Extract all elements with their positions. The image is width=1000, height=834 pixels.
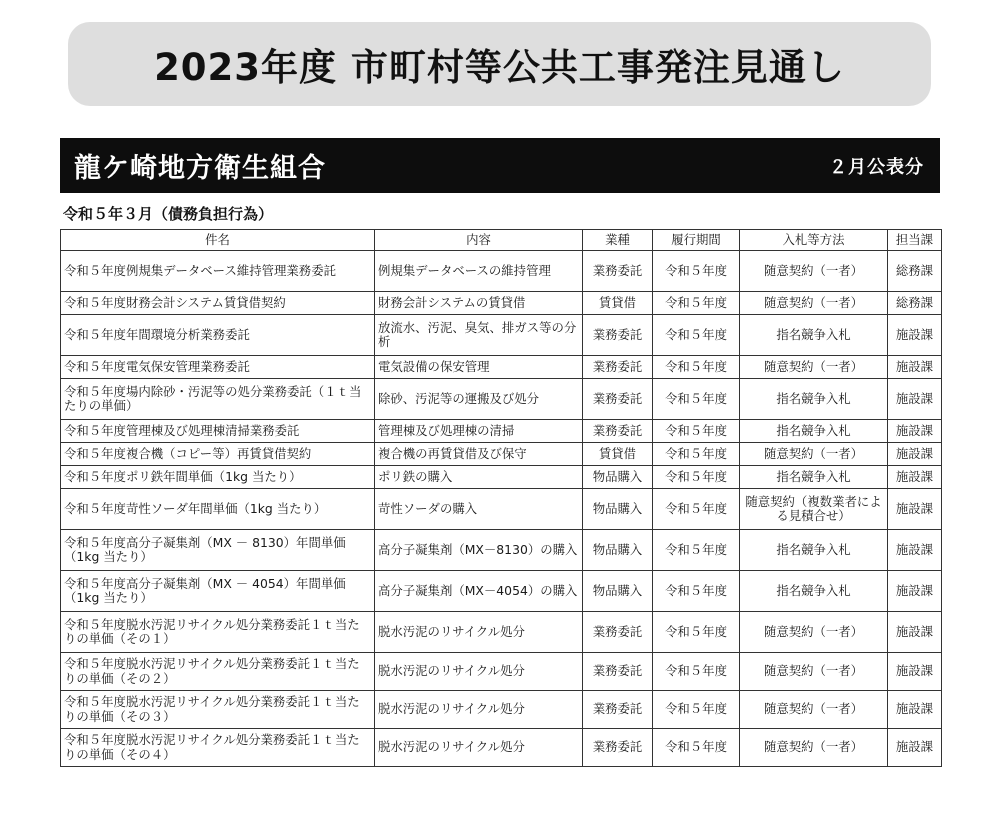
cell-period: 令和５年度 bbox=[653, 612, 740, 653]
cell-department: 施設課 bbox=[888, 420, 942, 443]
cell-bid-method: 指名競争入札 bbox=[740, 571, 888, 612]
cell-subject: 令和５年度高分子凝集剤（MX － 4054）年間単価（1kg 当たり） bbox=[61, 571, 375, 612]
cell-period: 令和５年度 bbox=[653, 251, 740, 292]
table-header-row bbox=[61, 230, 942, 251]
table-row bbox=[61, 571, 942, 612]
cell-category: 業務委託 bbox=[583, 612, 653, 653]
header-period: 履行期間 bbox=[653, 230, 740, 251]
cell-period: 令和５年度 bbox=[653, 379, 740, 420]
cell-subject: 令和５年度脱水汚泥リサイクル処分業務委託１ｔ当たりの単価（その１） bbox=[61, 612, 375, 653]
cell-department: 施設課 bbox=[888, 530, 942, 571]
cell-period: 令和５年度 bbox=[653, 530, 740, 571]
cell-department: 施設課 bbox=[888, 489, 942, 530]
cell-department: 総務課 bbox=[888, 251, 942, 292]
cell-subject: 令和５年度財務会計システム賃貸借契約 bbox=[61, 292, 375, 315]
header-bid-method: 入札等方法 bbox=[740, 230, 888, 251]
cell-period: 令和５年度 bbox=[653, 356, 740, 379]
table-row bbox=[61, 315, 942, 356]
table-row bbox=[61, 251, 942, 292]
cell-subject: 令和５年度脱水汚泥リサイクル処分業務委託１ｔ当たりの単価（その４） bbox=[61, 729, 375, 767]
cell-subject: 令和５年度場内除砂・汚泥等の処分業務委託（１ｔ当たりの単価） bbox=[61, 379, 375, 420]
table-row bbox=[61, 379, 942, 420]
organization-header bbox=[60, 138, 940, 193]
cell-department: 総務課 bbox=[888, 292, 942, 315]
cell-subject: 令和５年度管理棟及び処理棟清掃業務委託 bbox=[61, 420, 375, 443]
cell-bid-method: 随意契約（一者） bbox=[740, 356, 888, 379]
page-title: 2023年度 市町村等公共工事発注見通し bbox=[154, 46, 845, 89]
cell-department: 施設課 bbox=[888, 571, 942, 612]
cell-department: 施設課 bbox=[888, 466, 942, 489]
cell-period: 令和５年度 bbox=[653, 571, 740, 612]
cell-subject: 令和５年度例規集データベース維持管理業務委託 bbox=[61, 251, 375, 292]
cell-department: 施設課 bbox=[888, 612, 942, 653]
cell-bid-method: 指名競争入札 bbox=[740, 315, 888, 356]
cell-content: 脱水汚泥のリサイクル処分 bbox=[375, 612, 583, 653]
cell-content: 電気設備の保安管理 bbox=[375, 356, 583, 379]
cell-department: 施設課 bbox=[888, 315, 942, 356]
cell-bid-method: 随意契約（一者） bbox=[740, 612, 888, 653]
table-row bbox=[61, 729, 942, 767]
header-content: 内容 bbox=[375, 230, 583, 251]
table-row bbox=[61, 530, 942, 571]
table-row bbox=[61, 292, 942, 315]
cell-category: 業務委託 bbox=[583, 653, 653, 691]
cell-bid-method: 随意契約（一者） bbox=[740, 729, 888, 767]
header-category: 業種 bbox=[583, 230, 653, 251]
table-row bbox=[61, 443, 942, 466]
cell-category: 賃貸借 bbox=[583, 292, 653, 315]
cell-bid-method: 随意契約（一者） bbox=[740, 691, 888, 729]
cell-period: 令和５年度 bbox=[653, 729, 740, 767]
cell-subject: 令和５年度脱水汚泥リサイクル処分業務委託１ｔ当たりの単価（その２） bbox=[61, 653, 375, 691]
announcement-label: ２月公表分 bbox=[829, 156, 924, 178]
cell-department: 施設課 bbox=[888, 691, 942, 729]
cell-category: 賃貸借 bbox=[583, 443, 653, 466]
cell-subject: 令和５年度年間環境分析業務委託 bbox=[61, 315, 375, 356]
cell-department: 施設課 bbox=[888, 653, 942, 691]
cell-bid-method: 指名競争入札 bbox=[740, 379, 888, 420]
cell-bid-method: 随意契約（一者） bbox=[740, 443, 888, 466]
cell-period: 令和５年度 bbox=[653, 691, 740, 729]
cell-category: 業務委託 bbox=[583, 315, 653, 356]
organization-name: 龍ケ崎地方衛生組合 bbox=[74, 153, 326, 184]
cell-period: 令和５年度 bbox=[653, 420, 740, 443]
cell-subject: 令和５年度ポリ鉄年間単価（1kg 当たり） bbox=[61, 466, 375, 489]
cell-content: 脱水汚泥のリサイクル処分 bbox=[375, 653, 583, 691]
cell-category: 物品購入 bbox=[583, 571, 653, 612]
cell-category: 業務委託 bbox=[583, 379, 653, 420]
cell-period: 令和５年度 bbox=[653, 315, 740, 356]
cell-department: 施設課 bbox=[888, 379, 942, 420]
cell-content: 脱水汚泥のリサイクル処分 bbox=[375, 691, 583, 729]
cell-period: 令和５年度 bbox=[653, 489, 740, 530]
table-row bbox=[61, 356, 942, 379]
cell-category: 物品購入 bbox=[583, 489, 653, 530]
cell-content: 高分子凝集剤（MX－4054）の購入 bbox=[375, 571, 583, 612]
header-department: 担当課 bbox=[888, 230, 942, 251]
cell-category: 業務委託 bbox=[583, 691, 653, 729]
cell-content: 複合機の再賃貸借及び保守 bbox=[375, 443, 583, 466]
cell-subject: 令和５年度高分子凝集剤（MX － 8130）年間単価（1kg 当たり） bbox=[61, 530, 375, 571]
table-row bbox=[61, 612, 942, 653]
cell-bid-method: 随意契約（一者） bbox=[740, 251, 888, 292]
cell-department: 施設課 bbox=[888, 729, 942, 767]
cell-subject: 令和５年度苛性ソーダ年間単価（1kg 当たり） bbox=[61, 489, 375, 530]
cell-subject: 令和５年度電気保安管理業務委託 bbox=[61, 356, 375, 379]
cell-bid-method: 随意契約（複数業者による見積合せ） bbox=[740, 489, 888, 530]
table-row bbox=[61, 466, 942, 489]
cell-category: 業務委託 bbox=[583, 356, 653, 379]
cell-period: 令和５年度 bbox=[653, 292, 740, 315]
cell-department: 施設課 bbox=[888, 356, 942, 379]
cell-period: 令和５年度 bbox=[653, 653, 740, 691]
cell-content: 財務会計システムの賃貸借 bbox=[375, 292, 583, 315]
cell-content: 脱水汚泥のリサイクル処分 bbox=[375, 729, 583, 767]
cell-category: 物品購入 bbox=[583, 466, 653, 489]
cell-subject: 令和５年度脱水汚泥リサイクル処分業務委託１ｔ当たりの単価（その３） bbox=[61, 691, 375, 729]
table-row bbox=[61, 691, 942, 729]
table-row bbox=[61, 489, 942, 530]
cell-period: 令和５年度 bbox=[653, 443, 740, 466]
cell-content: 高分子凝集剤（MX－8130）の購入 bbox=[375, 530, 583, 571]
cell-subject: 令和５年度複合機（コピー等）再賃貸借契約 bbox=[61, 443, 375, 466]
title-banner bbox=[68, 22, 931, 106]
cell-content: ポリ鉄の購入 bbox=[375, 466, 583, 489]
procurement-table bbox=[60, 229, 942, 767]
cell-department: 施設課 bbox=[888, 443, 942, 466]
cell-category: 業務委託 bbox=[583, 420, 653, 443]
cell-period: 令和５年度 bbox=[653, 466, 740, 489]
cell-content: 苛性ソーダの購入 bbox=[375, 489, 583, 530]
cell-bid-method: 指名競争入札 bbox=[740, 466, 888, 489]
table-row bbox=[61, 420, 942, 443]
cell-content: 除砂、汚泥等の運搬及び処分 bbox=[375, 379, 583, 420]
cell-bid-method: 随意契約（一者） bbox=[740, 653, 888, 691]
cell-content: 管理棟及び処理棟の清掃 bbox=[375, 420, 583, 443]
cell-content: 例規集データベースの維持管理 bbox=[375, 251, 583, 292]
header-subject: 件名 bbox=[61, 230, 375, 251]
cell-bid-method: 指名競争入札 bbox=[740, 420, 888, 443]
cell-content: 放流水、汚泥、臭気、排ガス等の分析 bbox=[375, 315, 583, 356]
cell-category: 業務委託 bbox=[583, 729, 653, 767]
section-label: 令和５年３月（債務負担行為） bbox=[63, 205, 274, 223]
cell-category: 業務委託 bbox=[583, 251, 653, 292]
table-row bbox=[61, 653, 942, 691]
cell-category: 物品購入 bbox=[583, 530, 653, 571]
cell-bid-method: 随意契約（一者） bbox=[740, 292, 888, 315]
cell-bid-method: 指名競争入札 bbox=[740, 530, 888, 571]
